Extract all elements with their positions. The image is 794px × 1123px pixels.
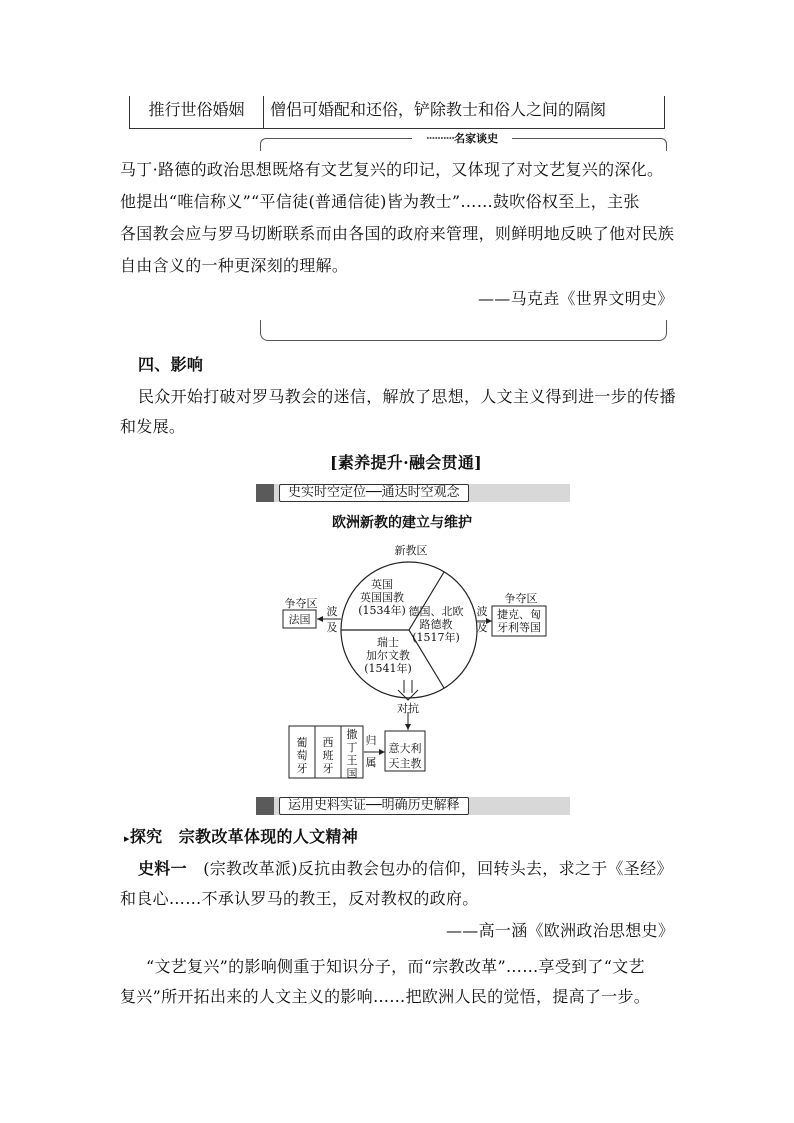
new-teaching-label: 新教区 <box>394 544 428 557</box>
source1-line-2: 和良心……不承认罗马的教王，反对教权的政府。 <box>120 889 479 908</box>
section-heading: 四、影响 <box>138 355 204 374</box>
banner-square-icon <box>256 484 274 502</box>
confront-label: 对抗 <box>397 702 419 715</box>
left-arrow-label-bottom: 及 <box>326 621 338 634</box>
germany-label: 德国、北欧 路德教 (1517年) <box>408 605 464 644</box>
belong-label-top: 归 <box>365 734 377 747</box>
left-zone-label: 争夺区 <box>284 597 318 610</box>
source1-line-1: 史料一 (宗教改革派)反抗由教会包办的信仰，回转头去，求之于《圣经》 <box>138 859 673 878</box>
arrow-down-icon <box>405 724 411 730</box>
expert-line-3: 各国教会应与罗马切断联系而由各国的政府来管理，则鲜明地反映了他对民族 <box>120 224 675 243</box>
czech-box: 捷克、匈 牙利等国 <box>497 608 541 634</box>
expert-line-4: 自由含义的一种更深刻的理解。 <box>120 256 349 275</box>
section-four-line-1: 民众开始打破对罗马教会的迷信，解放了思想，人文主义得到进一步的传播 <box>138 387 676 406</box>
france-box: 法国 <box>288 613 311 626</box>
belong-label-bottom: 属 <box>365 756 377 769</box>
expert-source: ——马克垚《世界文明史》 <box>478 289 674 308</box>
table-cell-item: 推行世俗婚姻 <box>130 96 264 128</box>
diagram-title: 欧洲新教的建立与维护 <box>332 515 472 531</box>
spain-box: 西 班 牙 <box>322 736 334 775</box>
portugal-box: 葡 萄 牙 <box>296 736 308 775</box>
left-arrow-label-top: 波 <box>326 605 338 618</box>
quote2-line-2: 复兴”所开拓出来的人文主义的影响……把欧洲人民的觉悟，提高了一步。 <box>120 987 651 1006</box>
section-four-line-2: 和发展。 <box>120 417 186 436</box>
catholic-box: 意大利 天主教 <box>388 742 422 770</box>
expert-box-bottom-border <box>260 320 667 341</box>
banner-square-icon <box>256 797 274 815</box>
table-row <box>129 96 665 129</box>
table-cell-content: 僧侣可婚配和还俗，铲除教士和俗人之间的隔阂 <box>270 100 607 119</box>
quote2-line-1: “文艺复兴”的影响侧重于知识分子，而“宗教改革”……享受到了“文艺 <box>146 957 645 976</box>
right-zone-label: 争夺区 <box>504 592 538 605</box>
banner-time-space <box>256 484 570 502</box>
banner-text: 史实时空定位──通达时空观念 <box>279 484 469 502</box>
explore-heading: ▸探究 宗教改革体现的人文精神 <box>124 827 359 846</box>
england-label: 英国 英国国教 (1534年) <box>358 578 406 617</box>
banner-text: 运用史料实证──明确历史解释 <box>279 797 469 815</box>
sardinia-box: 撒 丁 王 国 <box>346 728 358 780</box>
right-arrow-label-bottom: 及 <box>476 621 488 634</box>
source1-attribution: ——高一涵《欧洲政治思想史》 <box>446 921 675 940</box>
source1-label: 史料一 <box>138 859 187 878</box>
expert-box-label: ··········名家谈史 <box>412 130 512 148</box>
banner-evidence <box>256 797 570 815</box>
swiss-label: 瑞士 加尔文教 (1541年) <box>364 636 412 675</box>
right-arrow-label-top: 波 <box>476 605 488 618</box>
literacy-title: [素养提升·融会贯通] <box>330 453 483 472</box>
expert-line-2: 他提出“唯信称义”“平信徒(普通信徒)皆为教士”……鼓吹俗权至上，主张 <box>120 192 640 211</box>
triangle-marker-icon: ▸ <box>124 832 130 845</box>
expert-line-1: 马丁·路德的政治思想既烙有文艺复兴的印记，又体现了对文艺复兴的深化。 <box>120 160 664 179</box>
